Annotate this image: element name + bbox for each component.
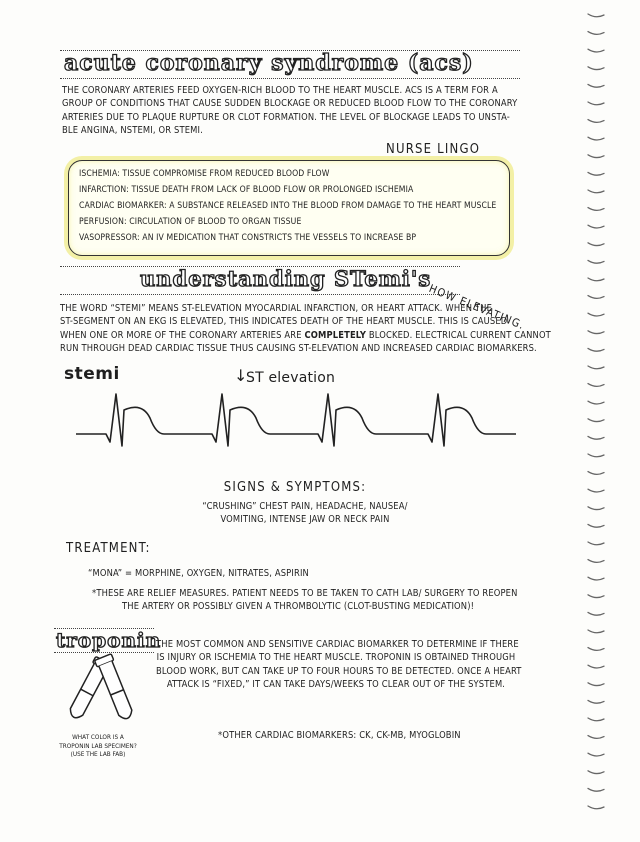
spiral-hole (588, 14, 604, 17)
spiral-hole (588, 507, 604, 510)
lingo-item-infarction: INFARCTION: TISSUE DEATH FROM LACK OF BLOOD FLOW OR PROLONGED ISCHEMIA (79, 185, 414, 195)
stemi-line (60, 329, 551, 342)
spiral-hole (588, 788, 604, 791)
spiral-hole (588, 313, 604, 316)
troponin-line: THE MOST COMMON AND SENSITIVE CARDIAC BIOMARKER TO DETERMINE IF THERE (156, 639, 519, 650)
spiral-hole (588, 753, 604, 756)
spiral-hole (588, 419, 604, 422)
spiral-hole (588, 683, 604, 686)
stemi-text: ST-SEGMENT ON AN EKG IS ELEVATED, THIS INDICATES DEATH OF THE HEART MUSCLE. THIS IS CAUSED (60, 316, 508, 328)
spiral-hole (588, 595, 604, 598)
acs-title: acute coronary syndrome (acs) (64, 50, 474, 76)
spiral-hole (588, 384, 604, 387)
spiral-hole (588, 806, 604, 809)
troponin-line: IS INJURY OR ISCHEMIA TO THE HEART MUSCLE. TROPONIN IS OBTAINED THROUGH (156, 652, 516, 664)
spiral-hole (588, 120, 604, 123)
test-tubes-icon (56, 652, 146, 736)
signs-line: “CRUSHING” CHEST PAIN, HEADACHE, NAUSEA/ (202, 501, 408, 512)
stemi-side-note: HOW ELEVATING. (427, 282, 527, 333)
spiral-hole (588, 260, 604, 263)
spiral-hole (588, 208, 604, 211)
spiral-hole (588, 102, 604, 105)
lingo-item-perfusion: PERFUSION: CIRCULATION OF BLOOD TO ORGAN TISSUE (79, 217, 302, 227)
stemi-text: BLOCKED. ELECTRICAL CURRENT CANNOT (366, 329, 551, 341)
spiral-hole (588, 560, 604, 563)
troponin-paragraph (156, 638, 522, 692)
acs-line: BLE ANGINA, NSTEMI, OR STEMI. (62, 125, 203, 137)
spiral-hole (588, 577, 604, 580)
spiral-hole (588, 472, 604, 475)
acs-line: GROUP OF CONDITIONS THAT CAUSE SUDDEN BLOCKAGE OR REDUCED BLOOD FLOW TO THE CORONARY (62, 98, 518, 110)
spiral-hole (588, 665, 604, 668)
arrow-down-icon: ↓ (234, 366, 248, 385)
tube-caption (48, 733, 148, 759)
stemi-text: THE WORD “STEMI” MEANS ST-ELEVATION MYOCARDIAL INFARCTION, OR HEART ATTACK. WHEN THE (60, 303, 493, 314)
spiral-hole (588, 331, 604, 334)
emphasis-text: COMPLETELY (304, 329, 367, 341)
lingo-item-vasopressor: VASOPRESSOR: AN IV MEDICATION THAT CONSTRICTS THE VESSELS TO INCREASE BP (79, 233, 417, 243)
spiral-hole (588, 137, 604, 140)
troponin-title: troponin (56, 628, 162, 652)
other-biomarkers: *OTHER CARDIAC BIOMARKERS: CK, CK-MB, MYOGLOBIN (218, 730, 461, 741)
spiral-hole (588, 67, 604, 70)
divider-stemi-title (60, 294, 460, 295)
spiral-hole (588, 32, 604, 35)
spiral-hole (588, 700, 604, 703)
treatment-mona: “MONA” = MORPHINE, OXYGEN, NITRATES, ASPIRIN (88, 568, 309, 579)
spiral-hole (588, 489, 604, 492)
tube-caption-line: TROPONIN LAB SPECIMEN? (59, 741, 137, 750)
spiral-hole (588, 190, 604, 193)
spiral-hole (588, 84, 604, 87)
divider-acs-title (60, 78, 520, 79)
signs-heading: SIGNS & SYMPTOMS: (223, 480, 367, 495)
signs-line: VOMITING, INTENSE JAW OR NECK PAIN (220, 514, 390, 526)
spiral-hole (588, 454, 604, 457)
spiral-hole (588, 612, 604, 615)
tube-caption-line: WHAT COLOR IS A (72, 733, 124, 741)
signs-list (170, 500, 440, 527)
stemi-title: understanding STemi's (140, 266, 432, 291)
lingo-item-ischemia: ISCHEMIA: TISSUE COMPROMISE FROM REDUCED BLOOD FLOW (79, 169, 330, 179)
stemi-line (60, 302, 510, 315)
stemi-paragraph (60, 302, 551, 356)
ekg-strip (76, 388, 516, 458)
acs-paragraph (62, 84, 518, 138)
spiral-hole (588, 225, 604, 228)
spiral-hole (588, 524, 604, 527)
treatment-note (92, 587, 532, 614)
stemi-line (60, 342, 537, 355)
troponin-line: BLOOD WORK, BUT CAN TAKE UP TO FOUR HOURS TO BE DETECTED. ONCE A HEART (156, 665, 522, 677)
troponin-line: ATTACK IS “FIXED,” IT CAN TAKE DAYS/WEEKS TO CLEAR OUT OF THE SYSTEM. (166, 679, 506, 691)
treatment-note-line: *THESE ARE RELIEF MEASURES. PATIENT NEEDS TO BE TAKEN TO CATH LAB/ SURGERY TO REOPEN (92, 588, 518, 599)
spiral-hole (588, 718, 604, 721)
lingo-item-biomarker: CARDIAC BIOMARKER: A SUBSTANCE RELEASED INTO THE BLOOD FROM DAMAGE TO THE HEART MUSCLE (79, 201, 497, 211)
stemi-line (60, 315, 510, 328)
nurse-lingo-heading: NURSE LINGO (386, 142, 481, 157)
spiral-hole (588, 278, 604, 281)
spiral-hole (588, 243, 604, 246)
spiral-hole (588, 542, 604, 545)
spiral-hole (588, 296, 604, 299)
ekg-label: stemi (64, 364, 120, 384)
spiral-hole (588, 736, 604, 739)
spiral-hole (588, 155, 604, 158)
spiral-hole (588, 366, 604, 369)
spiral-binding (550, 0, 640, 842)
spiral-hole (588, 436, 604, 439)
tube-caption-line: (USE THE LAB FAB) (70, 750, 126, 759)
ekg-waveform (76, 394, 516, 446)
stemi-text: RUN THROUGH DEAD CARDIAC TISSUE THUS CAUSING ST-ELEVATION AND INCREASED CARDIAC BIOMARKERS. (60, 343, 537, 355)
acs-line: ARTERIES DUE TO PLAQUE RUPTURE OR CLOT FORMATION. THE LEVEL OF BLOCKAGE LEADS TO UNSTA- (62, 111, 510, 123)
spiral-hole (588, 648, 604, 651)
spiral-hole (588, 49, 604, 52)
st-elevation-label: ST elevation (246, 370, 336, 386)
spiral-hole (588, 630, 604, 633)
spiral-hole (588, 771, 604, 774)
treatment-heading: TREATMENT: (66, 541, 151, 556)
treatment-note-line: THE ARTERY OR POSSIBLY GIVEN A THROMBOLYTIC (CLOT-BUSTING MEDICATION)! (122, 601, 475, 613)
spiral-hole (588, 401, 604, 404)
nurse-lingo-box (68, 160, 510, 256)
acs-line: THE CORONARY ARTERIES FEED OXYGEN-RICH BLOOD TO THE HEART MUSCLE. ACS IS A TERM FOR A (62, 85, 498, 96)
spiral-hole (588, 172, 604, 175)
spiral-hole (588, 348, 604, 351)
stemi-text: WHEN ONE OR MORE OF THE CORONARY ARTERIES ARE (60, 329, 305, 341)
